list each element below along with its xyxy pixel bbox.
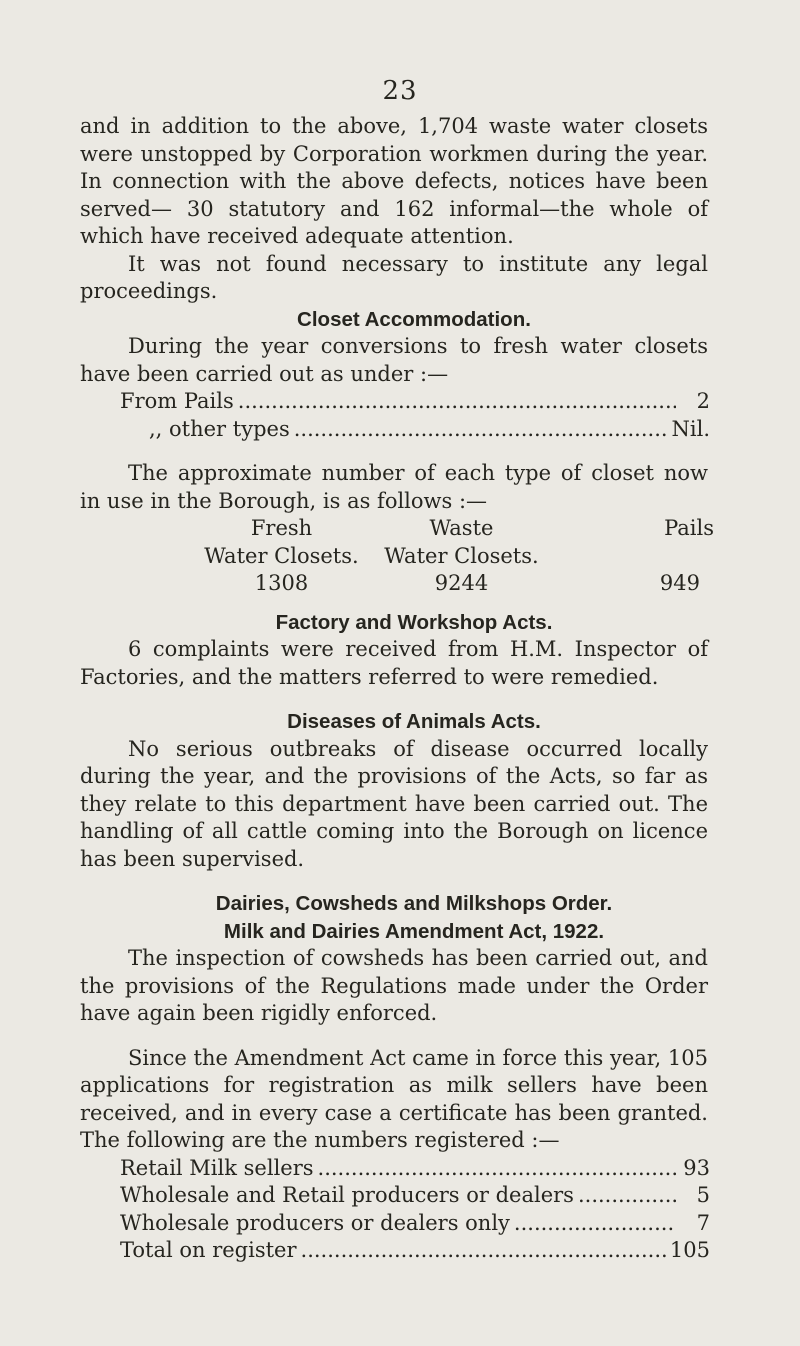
intro-paragraph: and in addition to the above, 1,704 waste water closets were unstopped by Corporation workmen during the year. In connection with the above defects, notices have been served— 30 statutory and 162 informal—the whole of which have received adequate attention. xyxy=(80,114,708,248)
closet-table-header xyxy=(194,515,369,570)
registration-paragraph: Since the Amendment Act came in force this year, 105 applications for registration as milk sellers have been received, and in every case a certificate has been granted. The following are the numbers registered :— xyxy=(80,1045,708,1152)
closet-table-header xyxy=(554,515,714,570)
conversion-value: Nil. xyxy=(671,416,710,441)
register-label: Total on register xyxy=(120,1238,297,1262)
factory-paragraph: 6 complaints were received from H.M. Inspector of Factories, and the matters referred to were remedied. xyxy=(80,637,708,689)
leader-dots xyxy=(294,416,668,444)
conversion-row xyxy=(120,388,710,416)
closet-table-header-row xyxy=(194,515,714,570)
closet-table-values-row xyxy=(194,570,714,598)
conversion-row xyxy=(120,416,710,444)
register-row xyxy=(120,1182,710,1210)
dairies-order-heading: Dairies, Cowsheds and Milkshops Order. xyxy=(215,892,613,915)
register-row xyxy=(120,1210,710,1238)
register-label: Wholesale producers or dealers only xyxy=(120,1210,510,1235)
closet-table-header xyxy=(369,515,554,570)
register-label: Wholesale and Retail producers or dealers xyxy=(120,1183,574,1207)
conversions-paragraph: During the year conversions to fresh water closets have been carried out as under :— xyxy=(80,334,708,386)
conversion-label: ,, other types xyxy=(149,416,290,441)
closet-accommodation-heading: Closet Accommodation. xyxy=(297,307,531,331)
legal-proceedings-paragraph: It was not found necessary to institute any legal proceedings. xyxy=(80,251,708,303)
register-value: 7 xyxy=(696,1210,710,1235)
register-row xyxy=(120,1237,710,1265)
leader-dots xyxy=(578,1182,676,1210)
closet-table-value: 1308 xyxy=(254,571,309,595)
header-line: Fresh xyxy=(250,516,313,540)
leader-dots xyxy=(301,1237,666,1265)
conversion-value: 2 xyxy=(696,389,710,413)
header-line: Waste xyxy=(429,516,494,540)
page-number: 23 xyxy=(382,76,418,106)
closet-types-paragraph: The approximate number of each type of closet now in use in the Borough, is as follows :— xyxy=(80,461,708,513)
header-line: Pails xyxy=(664,516,714,540)
cowsheds-paragraph: The inspection of cowsheds has been carried out, and the provisions of the Regulations made under the Order have again been rigidly enforced. xyxy=(80,946,708,1025)
leader-dots xyxy=(238,388,676,416)
register-value: 93 xyxy=(683,1155,710,1180)
header-line: Water Closets. xyxy=(204,543,359,568)
register-label: Retail Milk sellers xyxy=(120,1155,314,1180)
animals-paragraph: No serious outbreaks of disease occurred locally during the year, and the provisions of the Acts, so far as they relate to this department have been carried out. The handling of all cattle coming into the Borough on licence has been supervised. xyxy=(80,736,708,871)
diseases-animals-heading: Diseases of Animals Acts. xyxy=(287,710,541,733)
conversion-label: From Pails xyxy=(120,389,234,413)
leader-dots xyxy=(514,1210,676,1238)
page-body xyxy=(80,113,714,1265)
closet-table-value: 949 xyxy=(659,571,700,595)
register-value: 105 xyxy=(669,1238,710,1262)
closet-table-value: 9244 xyxy=(434,571,489,595)
factory-workshop-heading: Factory and Workshop Acts. xyxy=(275,610,553,634)
register-value: 5 xyxy=(696,1183,710,1207)
leader-dots xyxy=(318,1155,676,1183)
register-row xyxy=(120,1155,710,1183)
header-line: Water Closets. xyxy=(384,543,539,568)
milk-dairies-act-heading: Milk and Dairies Amendment Act, 1922. xyxy=(223,919,605,943)
